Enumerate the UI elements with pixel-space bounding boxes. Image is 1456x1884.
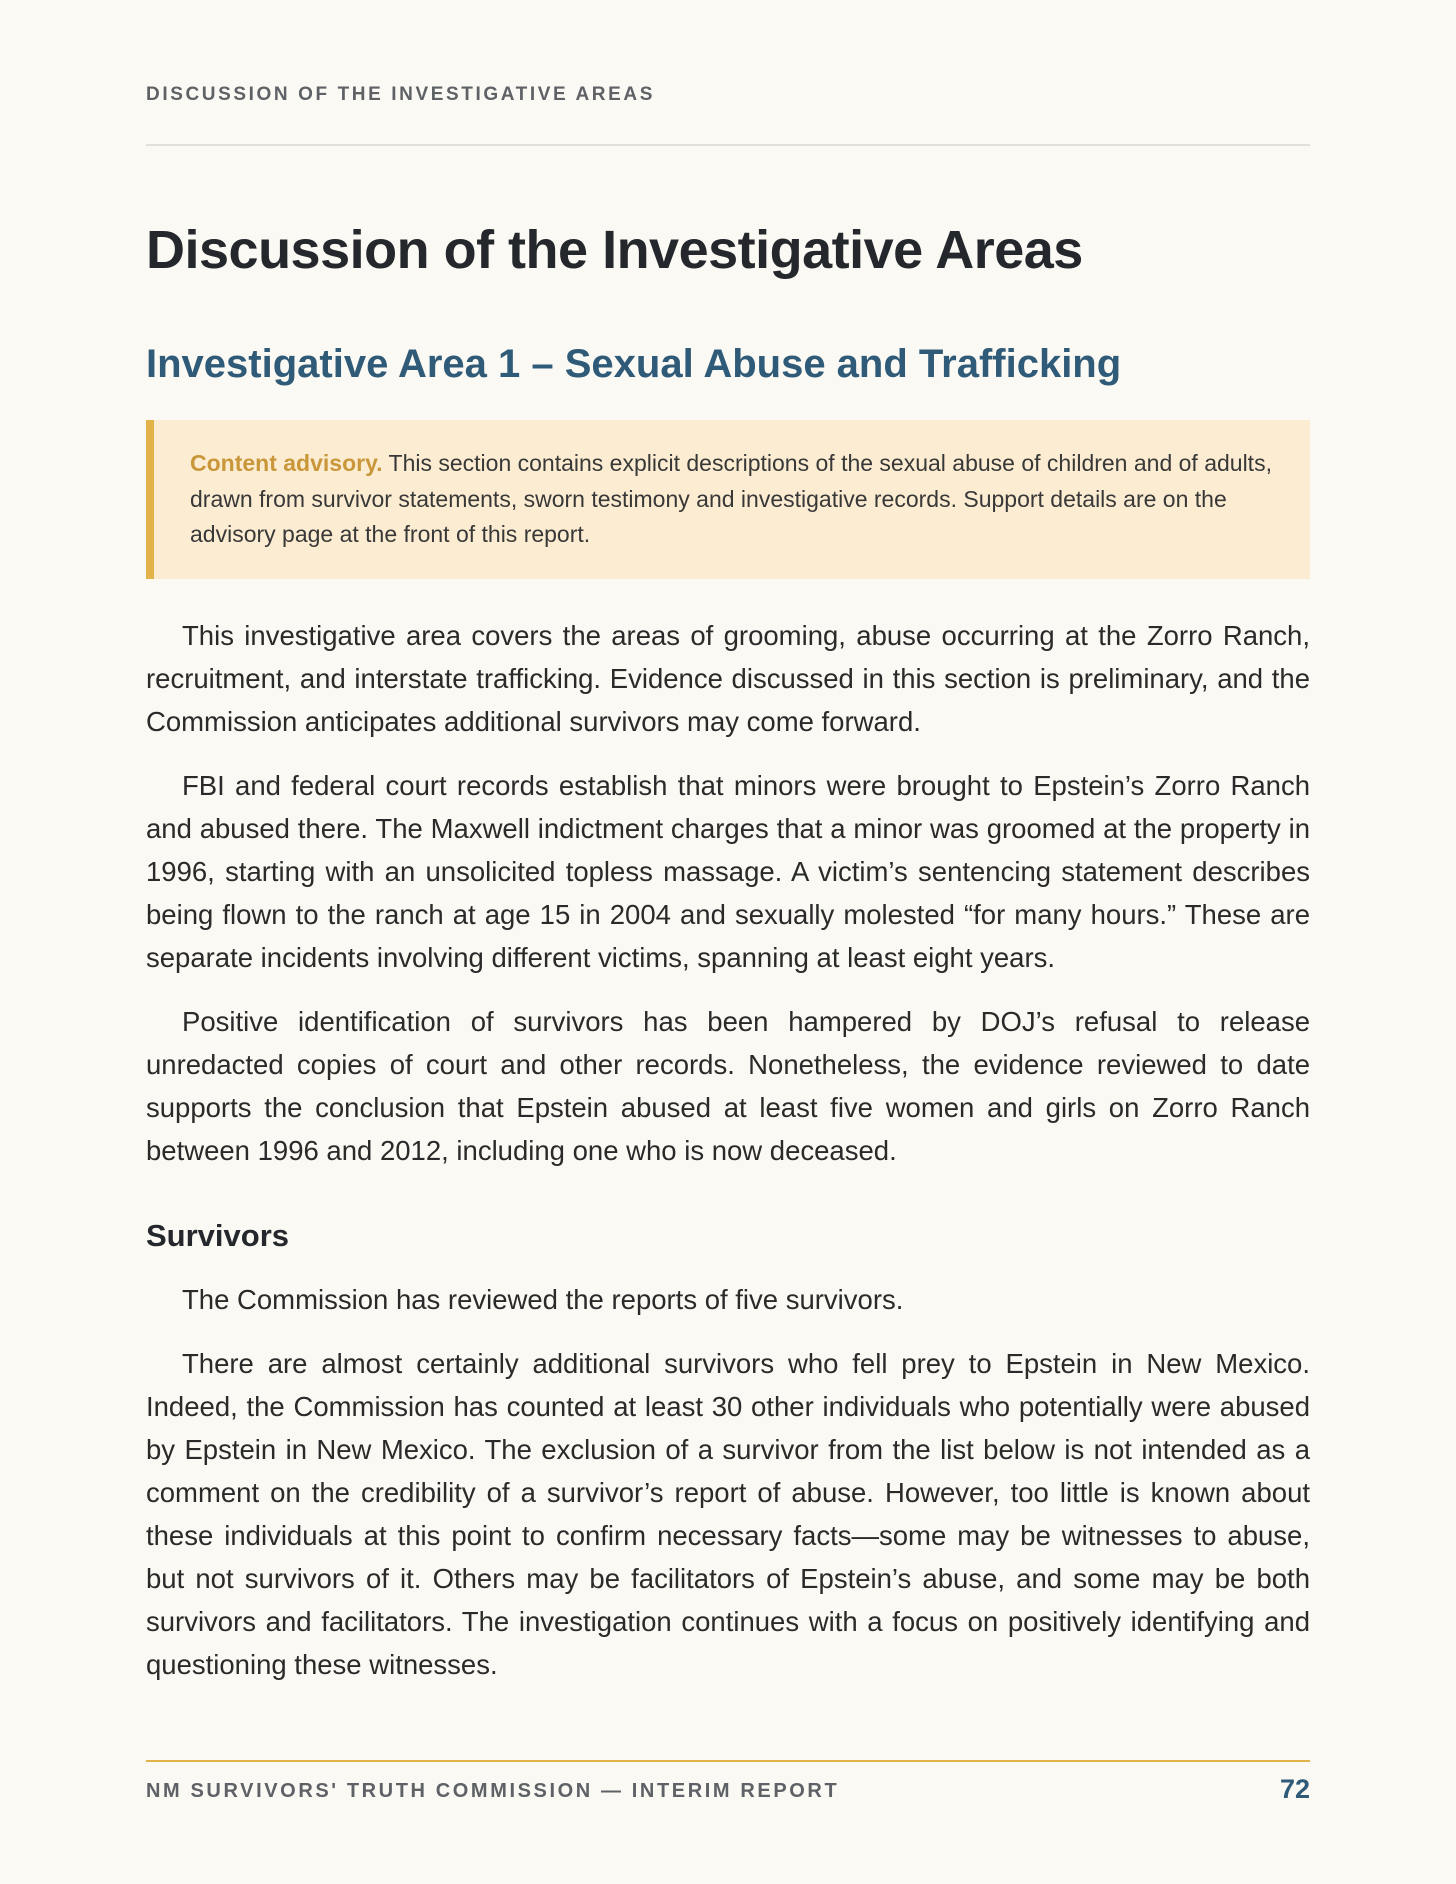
body-paragraph: FBI and federal court records establish that minors were brought to Epstein’s Zorro Ranch and abused there. The Maxwell indictment charges that a minor was groomed at the property in 1996, starting with an unsolicited topless massage. A victim’s sentencing statement describes being flown to the ranch at age 15 in 2004 and sexually molested “for many hours.” These are separate incidents involving different victims, spanning at least eight years. — [146, 770, 1310, 973]
running-header: DISCUSSION OF THE INVESTIGATIVE AREAS — [146, 84, 655, 105]
advisory-text: This section contains explicit descriptions of the sexual abuse of children and of adults, drawn from survivor statements, sworn testimony and investigative records. Support details are on the advisory page at the front of this report. — [190, 450, 1272, 547]
header-divider — [146, 144, 1310, 146]
body-paragraph: This investigative area covers the areas of grooming, abuse occurring at the Zorro Ranch, recruitment, and interstate trafficking. Evidence discussed in this section is preliminary, and the Commission anticipates additional survivors may come forward. — [146, 620, 1310, 737]
subsection-title-survivors: Survivors — [146, 1218, 290, 1253]
page-number: 72 — [1279, 1774, 1310, 1804]
body-paragraph: There are almost certainly additional survivors who fell prey to Epstein in New Mexico. Indeed, the Commission has counted at least 30 other individuals who potentially were abused by Epstein in New Mexico. The exclusion of a survivor from the list below is not intended as a comment on the credibility of a survivor’s report of abuse. However, too little is known about these individuals at this point to confirm necessary facts—some may be witnesses to abuse, but not survivors of it. Others may be facilitators of Epstein’s abuse, and some may be both survivors and facilitators. The investigation continues with a focus on positively identifying and questioning these witnesses. — [146, 1348, 1310, 1680]
footer-report-name: NM SURVIVORS' TRUTH COMMISSION — INTERIM REPORT — [146, 1780, 840, 1802]
body-paragraph: Positive identification of survivors has been hampered by DOJ’s refusal to release unredacted copies of court and other records. Nonetheless, the evidence reviewed to date supports the conclusion that Epstein abused at least five women and girls on Zorro Ranch between 1996 and 2012, including one who is now deceased. — [146, 1006, 1310, 1166]
page-title: Discussion of the Investigative Areas — [146, 220, 1083, 280]
body-paragraph: The Commission has reviewed the reports of five survivors. — [182, 1284, 904, 1315]
document-page — [146, 0, 1310, 1884]
advisory-label: Content advisory. — [190, 450, 383, 476]
content-advisory-box — [146, 420, 1310, 579]
footer-divider — [146, 1760, 1310, 1762]
section-title: Investigative Area 1 – Sexual Abuse and Trafficking — [146, 342, 1122, 386]
